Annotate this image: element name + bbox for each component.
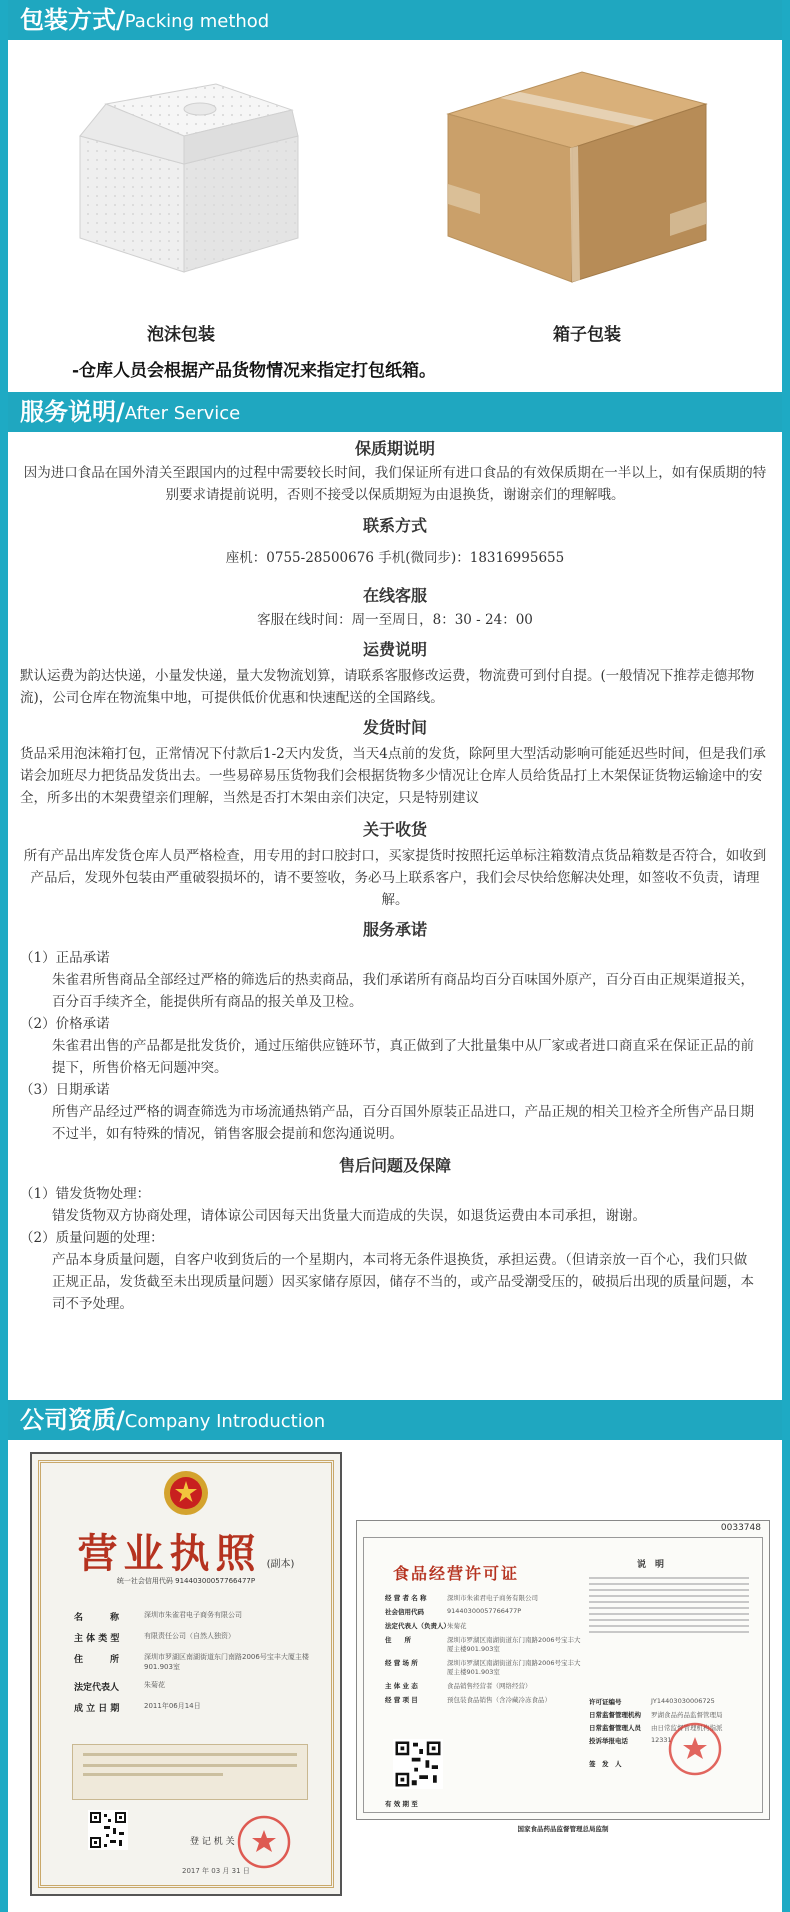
contact-text: 座机：0755-28500676 手机(微同步)：18316995655 [225, 550, 565, 566]
packing-header-underline [8, 38, 782, 40]
after-sales-item-body: 产品本身质量问题，自客户收到货后的一个星期内，本司将无条件退换货，承担运费。（但请亲放一百个心，我们只做正规正品，发货截至未出现质量问题）因买家储存原因，储存不当的，或产品受潮受压的，破损后出现的质量问题，本司不予处理。 [52, 1252, 754, 1312]
food-license-seal-icon [667, 1721, 723, 1777]
after-sales-item-title: （2）质量问题的处理： [20, 1230, 164, 1246]
cardboard-box-image [440, 64, 710, 286]
food-license-title: 食品经营许可证 [393, 1564, 520, 1583]
food-license-field: 经 营 项 目 预包装食品销售（含冷藏冷冻食品） [385, 1696, 551, 1704]
receiving-text: 所有产品出库发货仓库人员严格检查，用专用的封口胶封口，买家提货时按照托运单标注箱数清点货品箱数是否符合，如收到产品后，发现外包装由严重破裂损坏的，请不要签收，务必马上联系客户，我们会尽快给您解决处理，如签收不负责，请理解。 [23, 848, 767, 908]
food-license-notes-title: 说 明 [637, 1560, 665, 1570]
license-field: 主 体 类 型 有限责任公司（自然人独资） [74, 1632, 235, 1644]
after-sales-item-title: （1）错发货物处理： [20, 1186, 151, 1202]
license-date: 2017 年 03 月 31 日 [182, 1867, 250, 1875]
food-license-notes [589, 1573, 749, 1637]
company-title-en: Company Introduction [124, 1411, 326, 1432]
food-license-field: 经 营 者 名 称 深圳市朱雀君电子商务有限公司 [385, 1594, 538, 1602]
online-service-text: 客服在线时间：周一至周日，8：30 - 24：00 [257, 612, 533, 628]
food-license-right-field: 投诉举报电话 12331 [589, 1736, 672, 1745]
promise-item-body: 朱雀君所售商品全部经过严格的筛选后的热卖商品，我们承诺所有商品均百分百味国外原产，百分百由正规渠道报关，百分百手续齐全，能提供所有商品的报关单及卫检。 [52, 972, 754, 1010]
packing-section-header [8, 0, 782, 38]
service-title-cn: 服务说明/ [20, 398, 125, 426]
promise-item [20, 1079, 770, 1145]
food-license-field: 社会信用代码 91440300057766477P [385, 1607, 522, 1616]
after-sales-list [20, 1183, 770, 1315]
food-license [356, 1520, 770, 1833]
after-sales-item-body: 错发货物双方协商处理，请体谅公司因每天出货量大而造成的失误，如退货运费由本司承担，谢谢。 [52, 1208, 646, 1224]
license-credit-code-label: 统一社会信用代码 [116, 1577, 173, 1585]
company-header-underline [8, 1438, 782, 1440]
promise-heading: 服务承诺 [362, 920, 427, 939]
receiving-heading: 关于收货 [362, 820, 427, 839]
online-service-heading: 在线客服 [362, 586, 427, 605]
promise-item-body: 所售产品经过严格的调查筛选为市场流通热销产品，百分百国外原装正品进口，产品正规的相关卫检齐全所售产品日期不过半，如有特殊的情况，销售客服会提前和您沟通说明。 [52, 1104, 754, 1142]
freight-heading: 运费说明 [362, 640, 427, 659]
company-title-cn: 公司资质/ [20, 1406, 125, 1434]
license-field: 成 立 日 期 2011年06月14日 [74, 1702, 201, 1714]
box-label: 箱子包装 [553, 325, 621, 345]
license-field: 住 所 深圳市罗湖区南湖街道东门南路2006号宝丰大厦主楼901.903室 [74, 1653, 309, 1671]
national-emblem-icon [160, 1468, 212, 1518]
company-section-header [8, 1400, 782, 1438]
food-license-field: 经 营 场 所 深圳市罗湖区南湖街道东门南路2006号宝丰大厦主楼901.903室 [385, 1659, 581, 1676]
food-license-footer: 国家食品药品监督管理总局监制 [517, 1825, 609, 1833]
food-license-right-field: 日常监督管理人员 由日常监督管理机构指派 [589, 1724, 723, 1732]
promise-item [20, 1013, 770, 1079]
license-authority: 登 记 机 关 [190, 1837, 235, 1847]
service-content [20, 438, 770, 1315]
food-license-right-field: 日常监督管理机构 罗湖食品药品监督管理局 [589, 1711, 723, 1719]
license-title: 营业执照 [77, 1530, 262, 1577]
food-license-qr-code-icon [393, 1739, 443, 1789]
shipping-time-text: 货品采用泡沫箱打包，正常情况下付款后1-2天内发货，当天4点前的发货，除阿里大型活动影响可能延迟些时间，但是我们承诺会加班尽力把货品发货出去。一些易碎易压货物我们会根据货物多少情况让仓库人员给货品打上木架保证货物运输途中的安全，所多出的木架费望亲们理解，当然是否打木架由亲们决定，只是特别建议 [20, 746, 766, 806]
food-license-field: 住 所 深圳市罗湖区南湖街道东门南路2006号宝丰大厦主楼901.903室 [385, 1636, 581, 1653]
promise-list [20, 947, 770, 1145]
license-field: 名 称 深圳市朱雀君电子商务有限公司 [74, 1611, 242, 1623]
freight-text: 默认运费为韵达快递，小量发快递，量大发物流划算，请联系客服修改运费，物流费可到付自提。(一般情况下推荐走德邦物流)，公司仓库在物流集中地，可提供低价优惠和快速配送的全国路线。 [20, 668, 755, 706]
license-fields [74, 1610, 314, 1722]
license-notice-box [72, 1744, 308, 1800]
business-license [30, 1452, 342, 1896]
foam-label: 泡沫包装 [147, 325, 215, 345]
after-sales-item [20, 1227, 770, 1315]
promise-item-title: （1）正品承诺 [20, 950, 110, 966]
after-sales-item [20, 1183, 770, 1227]
packing-note: -仓库人员会根据产品货物情况来指定打包纸箱。 [72, 361, 437, 381]
food-license-right-field: 许可证编号 JY14403030006725 [589, 1697, 715, 1706]
license-credit-code-value: 91440300057766477P [175, 1577, 256, 1585]
food-license-fields [385, 1593, 581, 1709]
promise-item-body: 朱雀君出售的产品都是批发货价，通过压缩供应链环节，真正做到了大批量集中从厂家或者进口商直采在保证正品的前提下，所售价格无问题冲突。 [52, 1038, 754, 1076]
service-title-en: After Service [124, 403, 241, 424]
service-section-header [8, 392, 782, 430]
food-license-right-field: 签 发 人 [589, 1760, 622, 1768]
promise-item-title: （2）价格承诺 [20, 1016, 110, 1032]
license-credit-code [32, 1576, 340, 1586]
license-qr-code-icon [88, 1810, 128, 1850]
shelf-life-heading: 保质期说明 [354, 439, 435, 458]
contact-heading: 联系方式 [362, 516, 427, 535]
promise-item-title: （3）日期承诺 [20, 1082, 110, 1098]
food-license-serial: 0033748 [720, 1523, 761, 1533]
packing-title-cn: 包装方式/ [20, 6, 125, 34]
promise-item [20, 947, 770, 1013]
red-seal-icon [236, 1814, 292, 1870]
license-copy-mark: (副本) [266, 1559, 295, 1570]
license-field: 法定代表人 朱菊花 [74, 1681, 165, 1693]
food-license-field: 主 体 业 态 食品销售经营者（网络经营） [385, 1682, 532, 1690]
packing-title-en: Packing method [124, 11, 270, 32]
license-title-row [32, 1522, 340, 1579]
food-license-valid-label: 有 效 期 至 [385, 1800, 418, 1808]
food-license-field: 法定代表人（负责人） 朱菊花 [385, 1622, 467, 1630]
service-header-underline [8, 430, 782, 432]
foam-box-image [66, 66, 306, 276]
shelf-life-text: 因为进口食品在国外清关至跟国内的过程中需要较长时间，我们保证所有进口食品的有效保质期在一半以上，如有保质期的特别要求请提前说明，否则不接受以保质期短为由退换货，谢谢亲们的理解哦。 [23, 465, 767, 503]
shipping-time-heading: 发货时间 [362, 718, 427, 737]
after-sales-heading: 售后问题及保障 [338, 1156, 451, 1175]
